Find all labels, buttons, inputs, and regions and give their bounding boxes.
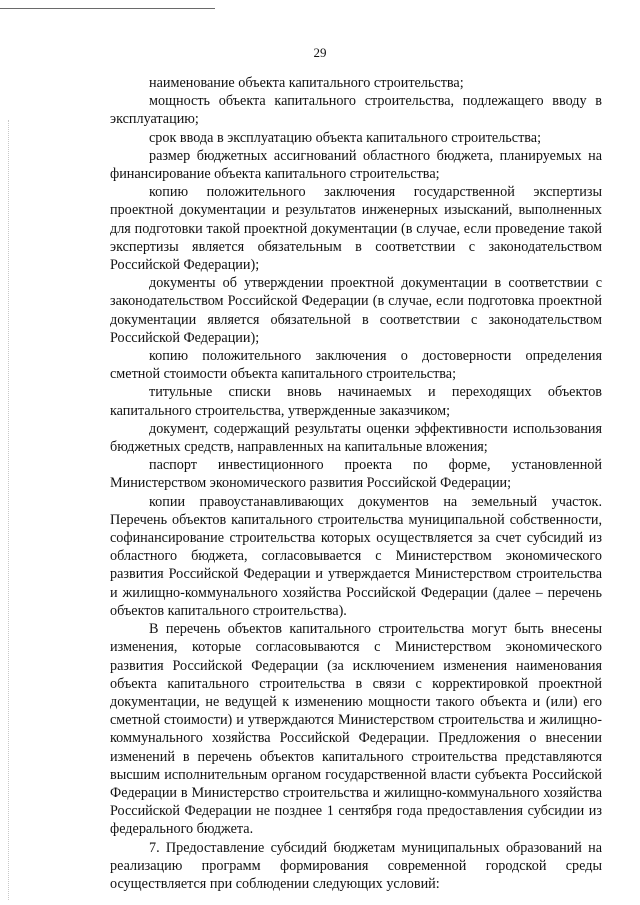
paragraph-design-approval: документы об утверждении проектной документации в соответствии с законодательством Российской Федерации (в случае, если подготовка проектной документации является обязательной в соответствии с законодательством Российской Федерации); bbox=[110, 275, 602, 346]
paragraph-state-expertise: копию положительного заключения государственной экспертизы проектной документации и результатов инженерных изысканий, выполненных для подготовки такой проектной документации (в случае, если проведение такой экспертизы является обязательным в соответствии с законодательством Российской Федерации); bbox=[110, 184, 602, 274]
paragraph-budget-allocations: размер бюджетных ассигнований областного бюджета, планируемых на финансирование объекта капитального строительства; bbox=[110, 147, 602, 183]
paragraph-land-documents: копии правоустанавливающих документов на земельный участок. Перечень объектов капитального строительства муниципальной собственности, софинансирование строительства которых осуществляется за счет субсидий из областного бюджета, согласовывается с Министерством экономического развития Российской Федерации и утверждается Министерством строительства и жилищно-коммунального хозяйства Российской Федерации (далее – перечень объектов капитального строительства). bbox=[110, 493, 602, 619]
top-rule bbox=[0, 8, 215, 9]
paragraph-object-capacity: мощность объекта капитального строительства, подлежащего вводу в эксплуатацию; bbox=[110, 93, 602, 128]
paragraph-title-lists: титульные списки вновь начинаемых и переходящих объектов капитального строительства, утвержденные заказчиком; bbox=[110, 384, 602, 419]
paragraph-commissioning-date: срок ввода в эксплуатацию объекта капитального строительства; bbox=[149, 129, 542, 146]
paragraph-investment-passport: паспорт инвестиционного проекта по форме, установленной Министерством экономического развития Российской Федерации; bbox=[110, 457, 602, 492]
paragraph-list-changes: В перечень объектов капитального строительства могут быть внесены изменения, которые согласовываются с Министерством экономического развития Российской Федерации (за исключением изменения наименования объекта капитального строительства в связи с корректировкой проектной документации, не ведущей к изменению мощности такого объекта и (или) его сметной стоимости) и утверждаются Министерством строительства и жилищно-коммунального хозяйства Российской Федерации. Предложения о внесении изменений в перечень объектов капитального строительства представляются высшим исполнительным органом государственной власти субъекта Российской Федерации в Министерство строительства и жилищно-коммунального хозяйства Российской Федерации не позднее 1 сентября года предоставления субсидии из федерального бюджета. bbox=[110, 621, 602, 838]
paragraph-object-name: наименование объекта капитального строительства; bbox=[149, 75, 464, 91]
page-number: 29 bbox=[313, 45, 327, 60]
paragraph-efficiency-assessment: документ, содержащий результаты оценки эффективности использования бюджетных средств, направленных на капитальные вложения; bbox=[110, 420, 602, 456]
paragraph-cost-reliability: копию положительного заключения о достоверности определения сметной стоимости объекта капитального строительства; bbox=[110, 348, 602, 383]
margin-dotted-line bbox=[8, 120, 9, 900]
paragraph-clause-7: 7. Предоставление субсидий бюджетам муниципальных образований на реализацию программ формирования современной городской среды осуществляется при соблюдении следующих условий: bbox=[110, 839, 602, 892]
body-text bbox=[110, 74, 602, 893]
